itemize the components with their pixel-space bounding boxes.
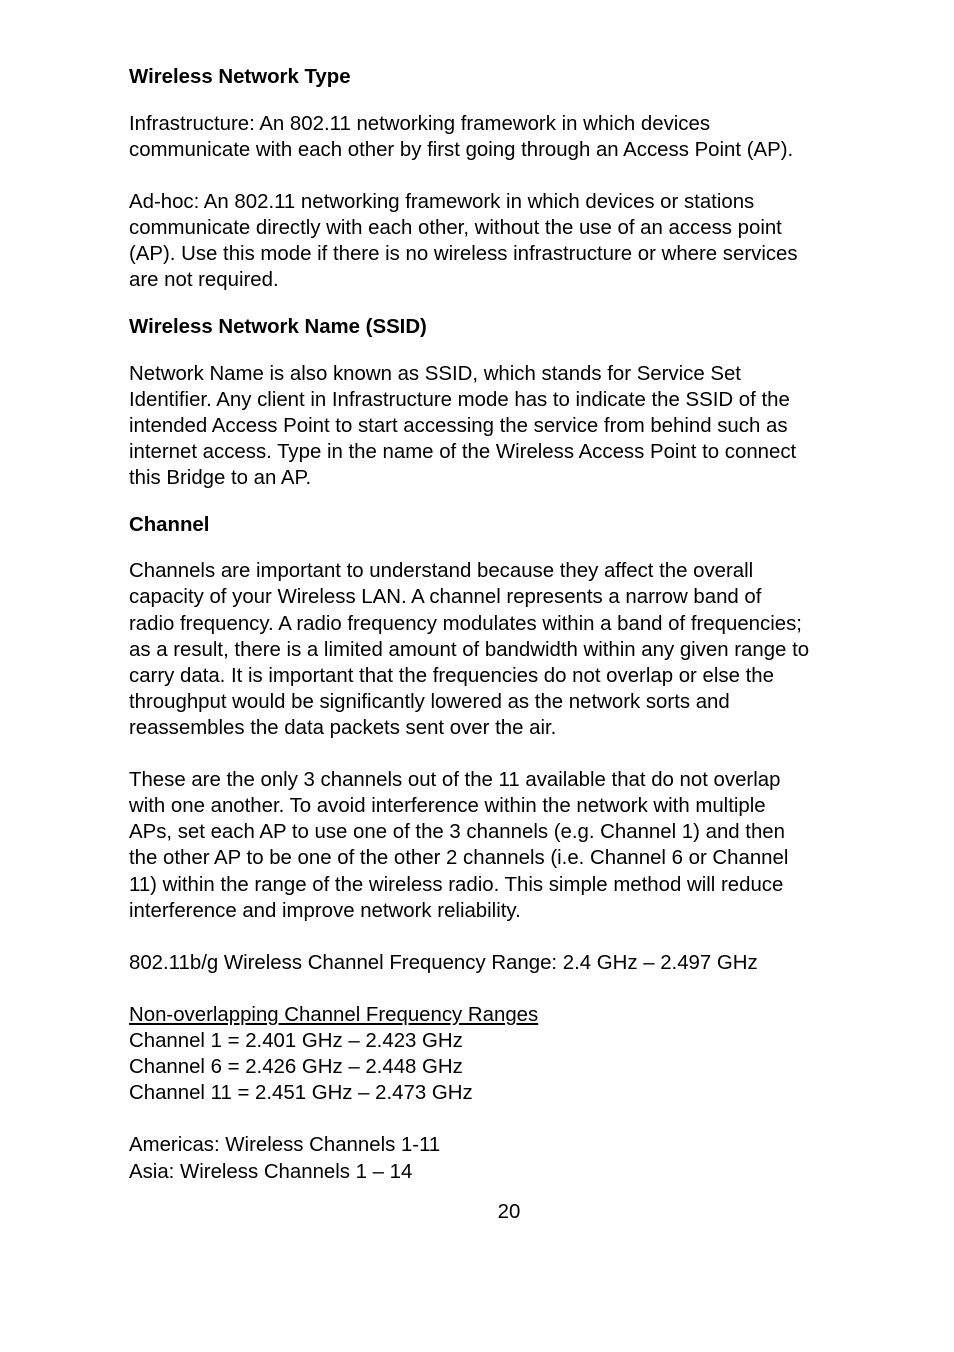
paragraph-channel-nonoverlap: These are the only 3 channels out of the 11 available that do not overlap with one another. To avoid interference within the network with multiple APs, set each AP to use one of the 3 channels (e.g. Channel 1) and then the other AP to be one of the other 2 channels (i.e. Channel 6 or Channel 11) within the range of the wireless radio. This simple method will reduce interference and improve network reliability. (129, 769, 789, 922)
heading-ssid: Wireless Network Name (SSID) (129, 315, 427, 338)
page-number: 20 (497, 1201, 521, 1223)
channel-range-line: Channel 1 = 2.401 GHz – 2.423 GHz (129, 1030, 463, 1053)
nonoverlap-ranges-title: Non-overlapping Channel Frequency Ranges (129, 1003, 539, 1026)
region-channels-line: Asia: Wireless Channels 1 – 14 (129, 1160, 413, 1183)
paragraph-channel-overview: Channels are important to understand because they affect the overall capacity of your Wireless LAN. A channel represents a narrow band of radio frequency. A radio frequency modulates within a band of frequencies; as a result, there is a limited amount of bandwidth within any given range to carry data. It is important that the frequencies do not overlap or else the throughput would be significantly lowered as the network sorts and reassembles the data packets sent over the air. (129, 560, 810, 739)
document-page (129, 64, 889, 1185)
channel-range-line: Channel 6 = 2.426 GHz – 2.448 GHz (129, 1056, 463, 1079)
paragraph-ssid: Network Name is also known as SSID, which stands for Service Set Identifier. Any client in Infrastructure mode has to indicate the SSID of the intended Access Point to start accessing the service from behind such as internet access. Type in the name of the Wireless Access Point to connect this Bridge to an AP. (129, 362, 797, 489)
channel-range-line: Channel 11 = 2.451 GHz – 2.473 GHz (129, 1082, 473, 1105)
paragraph-adhoc: Ad-hoc: An 802.11 networking framework in which devices or stations communicate directly with each other, without the use of an access point (AP). Use this mode if there is no wireless infrastructure or where services are not required. (129, 190, 798, 292)
heading-wireless-network-type: Wireless Network Type (129, 66, 351, 88)
region-channels-line: Americas: Wireless Channels 1-11 (129, 1134, 441, 1157)
frequency-range-line: 802.11b/g Wireless Channel Frequency Range: 2.4 GHz – 2.497 GHz (129, 951, 758, 974)
paragraph-infrastructure: Infrastructure: An 802.11 networking framework in which devices communicate with each other by first going through an Access Point (AP). (129, 112, 794, 161)
heading-channel: Channel (129, 513, 210, 536)
